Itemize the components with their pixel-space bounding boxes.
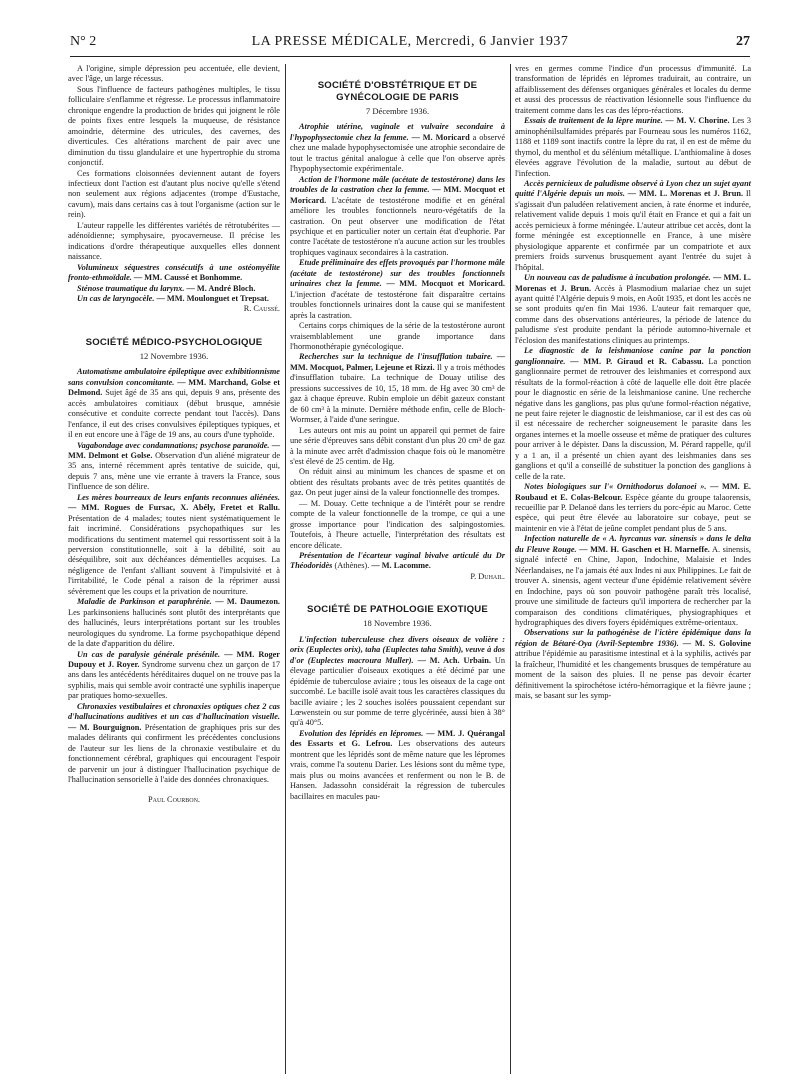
communication: [290, 258, 505, 321]
communication-text: Présentation de graphiques pris sur des malades délirants qui confirment les précédentes conclusions de l'auteur sur les liens de la chronaxie vestibulaire et du fonctionnement cérébral, graphiques qui encouragent l'espoir de parvenir un jour à distinguer l'hallucination psychique de l'hallucination sensorielle à l'aide des données chronaxiques.: [68, 722, 280, 784]
communication-text: attribue l'épidémie au parasitisme intestinal et à la syphilis, activés par la fraîcheur, l'humidité et les changements brusques de température au moment de la saison des pluies. Il ne pense pas devoir écarter définitivement la spirochétose ictéro-hémorragique et la fièvre jaune ; mais, se basant sur les symp-: [515, 649, 751, 701]
communication-text: Un élevage particulier d'oiseaux exotiques a été décimé par une épidémie de tuberculose aviaire ; tous les oiseaux de la cage ont succombé. Le bacille isolé avait tous les caractères classiques du bacille aviaire ; les 2 souches isolées poussaient cependant sur Lœwenstein ou sur pomme de terre glycérinée, aussi bien à 38° qu'à 40°5.: [290, 655, 506, 728]
communication: [68, 702, 280, 786]
communication: [68, 441, 280, 493]
communication-authors: — MM. Mocquot et Moricard.: [290, 185, 506, 205]
communication: [290, 175, 505, 259]
section-heading: SOCIÉTÉ D'OBSTÉTRIQUE ET DE GYNÉCOLOGIE DE PARIS: [317, 80, 478, 103]
communication-authors: — M. Ach. Urbain.: [417, 655, 491, 665]
column-middle: [290, 64, 505, 802]
paragraph: Certains corps chimiques de la série de la testostérone auront vraisemblablement une grande importance dans l'hormonothérapie gynécologique.: [290, 321, 505, 351]
communication: [290, 122, 505, 174]
communication-title: Vagabondage avec condamnations; psychose paranoïde.: [77, 440, 270, 450]
section-date: 7 Décembre 1936.: [365, 106, 430, 116]
communication-text: Observation d'un aliéné migrateur de 35 ans, interné récemment après tentative de suicide, qui, depuis 7 ans, mène une vie errante à travers la France, sous l'influence de son délire.: [68, 450, 280, 492]
communication: [515, 273, 751, 346]
communication: [515, 628, 751, 701]
communication-authors: — MM. H. Gaschen et H. Marneffe.: [579, 544, 710, 554]
paragraph: — M. Douay. Cette technique a de l'intérêt pour se rendre compte de la valeur fonctionnelle de la trompe, ce qui a une grosse importance pour l'indication des salpingostomies. Toutefois, à l'heure actuelle, l'interprétation des résultats est encore délicate.: [290, 498, 505, 550]
communication-title: Observations sur la pathogénèse de l'ictère épidémique dans la région de Bétaré-Oya (Avril-Septembre 1936).: [515, 628, 751, 648]
communication-title: Evolution des lépridés en lépromes.: [299, 728, 424, 738]
communication: [68, 597, 280, 649]
communication-text: a observé chez une malade hypophysectomisée une atrophie secondaire de tout le tractus génital analogue à celle que l'on observe après l'hypophysectomie expérimentale.: [290, 132, 506, 174]
column-right: [515, 64, 751, 702]
communication: [68, 294, 280, 304]
communication-title: Chronaxies vestibulaires et chronaxies optiques chez 2 cas d'hallucinations auditives et un cas d'hallucination visuelle.: [68, 701, 280, 722]
communication-authors: — M. Moricard: [411, 132, 470, 142]
communication-authors: — M. André Bloch.: [186, 283, 256, 293]
communication-text: Espèce géante du groupe talaorensis, recueillie par P. Delanoë dans les terriers du porc-épic au Maroc. Cette espèce, qui peut être élevée au laboratoire sur cobaye, peut se maintenir en vie à l'état de jeûne complet pendant plus de 5 ans.: [515, 492, 751, 533]
communication-title: Volumineux séquestres consécutifs à une ostéomyélite fronto-ethmoïdale.: [68, 262, 280, 283]
communication-authors: — M. Bourguignon.: [68, 722, 142, 732]
communication-text: Syndrome survenu chez un garçon de 17 ans dans les antécédents héréditaires duquel on ne trouve pas la syphilis, mais qui semble avoir contracté une syphilis inaperçue par pratiques homo-sexuelles.: [68, 660, 281, 701]
section-date: 12 Novembre 1936.: [139, 350, 209, 361]
communication-place: (Athènes).: [334, 561, 370, 571]
page-number: 27: [736, 34, 750, 49]
paragraph: Ces formations cloisonnées deviennent autant de foyers infectieux dont l'action est d'autant plus nocive qu'elle s'étend non seulement aux régions adjacentes (trompe d'Eustache, cavum), mais dans certains cas à tout l'organisme (action sur le rein).: [68, 168, 280, 220]
communication-text: L'acétate de testostérone modifie et en général améliore les troubles fonctionnels neuro-végétatifs de la castration. On peut observer une modification de l'état psychique et en particulier noter un certain état d'euphorie. Par contre l'acétate de testostérone n'a aucune action sur les troubles trophiques vaginaux secondaires à la castration.: [290, 195, 506, 257]
communication-title: Un nouveau cas de paludisme à incubation prolongée.: [524, 273, 711, 283]
communication-authors: — MM. Delmont et Golse.: [68, 440, 280, 460]
communication: [68, 493, 280, 598]
communication-title: Automatisme ambulatoire épileptique avec exhibitionnisme sans convulsion concomitante.: [68, 367, 280, 387]
paragraph: A l'origine, simple dépression peu accentuée, elle devient, avec l'âge, un large récessus.: [68, 64, 280, 84]
communication-title: Essais de traitement de la lèpre murine.: [524, 116, 663, 126]
communication-title: L'infection tuberculeuse chez divers oiseaux de volière : orix (Euplectes orix), taha (Euplectes taha Smith), veuve à dos d'or (Euplectes macroura Muller).: [290, 634, 505, 665]
communication-text: L'injection d'acétate de testostérone fait disparaître certains troubles fonctionnels urinaires dont la cause qui se manifestent après la castration.: [290, 289, 505, 320]
issue-number: N° 2: [70, 34, 97, 49]
communication: [515, 346, 751, 482]
paragraph: On réduit ainsi au minimum les chances de spasme et on obtient des résultats probants avec de très petites quantités de gaz. On peut juger ainsi de la valeur fonctionnelle des trompes.: [290, 467, 505, 498]
section-date: 18 Novembre 1936.: [363, 618, 432, 629]
communication-text: Les parkinsoniens hallucinés sont plutôt des interprétants que des hallucinés, leurs interprétations portant sur les troubles neurologiques du syndrome. La forme psychopathique dépend de la date d'apparition du délire.: [68, 607, 280, 649]
communication-authors: — M. Lacomme.: [371, 561, 431, 571]
communication-title: Notes biologiques sur l'« Ornithodorus dolanoei ».: [524, 482, 707, 492]
communication: [290, 551, 505, 572]
paragraph: Les auteurs ont mis au point un appareil qui permet de faire une série d'épreuves sans débit constant d'un plus 20 cm³ de gaz à la minute avec arrêt d'admission chaque fois où le manomètre s'est élevé de 25 centim. de Hg.: [290, 425, 505, 466]
communication: [515, 482, 751, 534]
communication-authors: — MM. Rogues de Fursac, X. Abély, Fretet et Rallu.: [68, 503, 280, 513]
communication-title: Sténose traumatique du larynx.: [77, 283, 185, 293]
communication-authors: — MM. Marchand, Golse et Delmond.: [68, 377, 280, 398]
communication-authors: — MM. P. Giraud et R. Cabassu.: [570, 356, 704, 366]
section-heading: SOCIÉTÉ MÉDICO-PSYCHOLOGIQUE: [85, 336, 263, 348]
communication-text: La ponction ganglionnaire permet de retrouver des leishmanies et correspond aux résultats de la formol-réaction à côté de laquelle elle doit être placée pour le diagnostic en série de la leishmaniose canine. Une recherche négative dans les ganglions, pas plus qu'une formol-réaction négative, ne peut faire rejeter le diagnostic de leishmaniose, car il est des cas où il est nécessaire de rechercher soigneusement le parasite dans les organes internes et la moelle osseuse et même de pratiquer des cultures pour arriver à le dépister. Dans la discussion, M. Pérard rappelle, qu'il y a 1 an, il a présenté un chien ayant des leishmanies dans ses ganglions et qu'il a conseillé de substituer la ponction des ganglions à celle de la rate.: [515, 356, 751, 481]
communication: [68, 284, 280, 294]
page-header: [70, 34, 750, 57]
communication-authors: — MM. E. Roubaud et E. Colas-Belcour.: [515, 482, 751, 502]
communication-authors: — M. V. Chorine.: [665, 116, 730, 126]
communication: [68, 650, 280, 702]
column-rule-left: [285, 64, 286, 1074]
communication: [68, 263, 280, 284]
communication-text: Accès à Plasmodium malariae chez un sujet ayant quitté l'Algérie depuis 9 mois, en Août 1935, et dont les accès ne se sont produits qu'en fin Mai 1936. L'auteur fait remarquer que, comme dans des observations antérieures, la période de latence du paludisme s'est produite pendant la période automno-hivernale et l'éclosion des manifestations cliniques au printemps.: [515, 283, 751, 345]
section-heading: SOCIÉTÉ DE PATHOLOGIE EXOTIQUE: [306, 604, 488, 616]
communication: [290, 729, 505, 802]
communication-text: Il y a trois méthodes d'insufflation tubaire. La technique de Douay utilise des pressions successives de 10, 15, 18 mm. de Hg avec 30 cm³ de gaz à chaque épreuve. Rubin emploie un débit gazeux constant de 60 cm³ à la minute. Dernière méthode enfin, celle de Bloch-Wormser, à l'aide d'une seringue.: [290, 362, 506, 425]
communication-authors: — MM. Caussé et Bonhomme.: [133, 273, 243, 283]
signature: P. Duhail.: [470, 571, 505, 581]
communication-text: Il s'agissait d'un paludéen relativement ancien, à rate énorme et indurée, relativement valide depuis 1 mois qu'il était en France et qui a fait un accès pernicieux à forme méningée. L'auteur attribue cet accès, dont la forme méningée est exceptionnelle en France, à une misère physiologique apparente et confirmée par un compatriote et aux premiers froids survenus brusquement ayant l'entrée du sujet à l'hôpital.: [515, 189, 751, 272]
signature: Paul Courbon.: [148, 795, 200, 805]
communication-authors: — MM. Moulonguet et Trepsat.: [156, 293, 269, 303]
communication: [515, 116, 751, 179]
communication-authors: — MM. Mocquot, Palmer, Lejeune et Rizzi.: [290, 352, 505, 372]
signature: R. Caussé.: [243, 304, 280, 314]
communication-authors: — MM. Roger Dupouy et J. Royer.: [68, 649, 280, 670]
communication-authors: — M. S. Golovine: [682, 638, 752, 648]
communication-title: Le diagnostic de la leishmaniose canine par la ponction ganglionnaire.: [515, 346, 751, 366]
communication-authors: — MM. J. Quérangal des Essarts et G. Lefrou.: [290, 728, 506, 749]
communication-authors: — MM. L. Morenas et J. Brun.: [627, 189, 744, 199]
communication-title: Recherches sur la technique de l'insufflation tubaire.: [299, 352, 493, 362]
communication-title: Un cas de laryngocèle.: [77, 293, 155, 303]
journal-title: LA PRESSE MÉDICALE, Mercredi, 6 Janvier 1937: [251, 34, 569, 49]
communication-title: Etude préliminaire des effets provoqués par l'hormone mâle (acétate de testostérone) sur des troubles fonctionnels urinaires chez la femme.: [290, 258, 505, 289]
communication-text: Les observations des auteurs montrent que les lépridés sont de même nature que les lépromes vrais, comme l'a soutenu Darier. Les lésions sont du même type, mais plus ou moins avancées et renferment ou non le B. de Hansen. Jadassohn considérait la régression de tubercules bacillaires en macules pau-: [290, 739, 505, 801]
paragraph: Sous l'influence de facteurs pathogènes multiples, le tissu folliculaire s'enflamme et régresse. Le processus inflammatoire chronique engendre la production de brides qui joignent le rôle de points fixes entre lesquels la muqueuse, de résistance amoindrie, détermine des utricules, des cavernes, des diverticules. Ces altérations marchent de pair avec une diminution du tissu glandulaire et une hypertrophie du stroma conjonctif.: [68, 84, 280, 168]
communication-title: Un cas de paralysie générale présénile.: [77, 649, 221, 659]
communication-authors: — M. Daumezon.: [215, 597, 281, 607]
column-left: [68, 64, 280, 806]
communication-text: A. sinensis, signalé infecté en Chine, Japon, Indochine, Malaisie et Indes Néerlandaises, ne l'a jamais été aux Indes ni aux Philippines. Le fait de trouver A. sinensis, agent vecteur d'une épidémie relativement sévère en Indochine, pays où son pouvoir pathogène paraît très localisé, prouve une similitude de facteurs qu'il importera de rechercher par la comparaison des conditions climatériques, physiographiques et hydrographiques des divers foyers épidémiques extrême-orientaux.: [515, 544, 751, 628]
communication-text: Les 3 aminophénilsulfamides préparés par Fourneau sous les numéros 1162, 1188 et 1189 sont inactifs contre la lèpre du rat, il en est de même du thymol, du menthol et du sélénium métallique. L'anthiomaline à doses élevées aggrave l'évolution de la maladie, surtout au début de l'infection.: [515, 116, 751, 178]
column-rule-right: [510, 64, 511, 1074]
communication-authors: — MM. L. Morenas et J. Brun.: [515, 273, 751, 293]
communication: [68, 367, 280, 440]
communication: [290, 635, 505, 729]
communication: [515, 534, 751, 628]
communication-text: Sujet âgé de 35 ans qui, depuis 9 ans, présente des accès ambulatoires comitiaux (début brusque, amnésie consécutive et conduite correcte pendant tout l'accès). Dans l'enfance, il eut des crises convulsives épileptiques typiques, et il en eut encore une à l'âge de 19 ans, au cours d'une typhoïde.: [68, 388, 280, 440]
communication-title: Maladie de Parkinson et paraphrénie.: [77, 597, 212, 607]
communication-title: Accès pernicieux de paludisme observé à Lyon chez un sujet ayant quitté l'Algérie depuis un mois.: [515, 178, 751, 199]
communication: [515, 179, 751, 273]
paragraph: vres en germes comme l'indice d'un processus d'immunité. La transformation de lépridés en lépromes traduirait, au contraire, un affaiblissement des défenses organiques générales et locales du derme et aussi des processus de réactivation lésionnelle sous l'influence du traitement comme dans les cas des lépro-réactions.: [515, 64, 751, 115]
communication-text: Présentation de 4 malades; toutes nient systématiquement le fait incriminé. Considérations psychopathiques sur les modifications du sentiment maternel qui ressortissent soit à la perversion constitutionnelle, soit à la débilité, soit au déséquilibre, soit aux déchéances démentielles acquises. La négligence de l'enfant s'alliant souvent à l'impulsivité et à l'irritabilité, le Code pénal a raison de la réprimer aussi sévèrement que les coups et la privation de nourriture.: [68, 513, 280, 596]
communication-title: Atrophie utérine, vaginale et vulvaire secondaire à l'hypophysectomie chez la femme.: [290, 122, 505, 142]
communication: [290, 352, 505, 425]
communication-title: Les mères bourreaux de leurs enfants reconnues aliénées.: [77, 492, 280, 502]
communication-authors: — MM. Mocquot et Moricard.: [386, 279, 505, 289]
communication-title: Action de l'hormone mâle (acétate de testostérone) dans les troubles de la castration chez la femme.: [290, 174, 505, 195]
communication-title: Présentation de l'écarteur vaginal bivalve articulé du Dr Théodoridès: [290, 551, 505, 571]
communication-title: Infection naturelle de « A. hyrcanus var. sinensis » dans le delta du Fleuve Rouge.: [515, 534, 751, 554]
paragraph: L'auteur rappelle les différentes variétés de rétrotubérites — adénoïdienne; symphysaire, pyocaverneuse. Il précise les indications d'ordre thérapeutique auxquelles elles donnent naissance.: [68, 220, 280, 262]
